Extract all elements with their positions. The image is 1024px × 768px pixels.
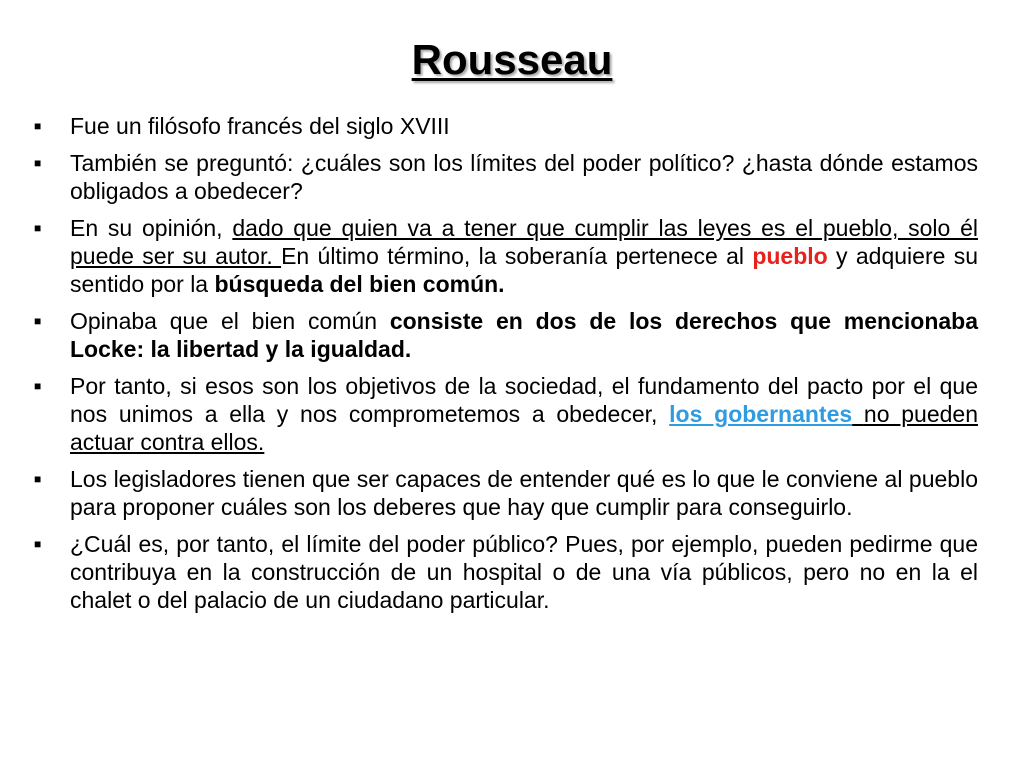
square-bullet-icon — [34, 307, 70, 335]
text-segment: En su opinión, — [70, 215, 233, 241]
text-segment: ¿Cuál es, por tanto, el límite del poder público? Pues, por ejemplo, pueden pedirme que contribuya en la construcción de un hospital o de una vía públicos, pero no en la el chalet o del palacio de un ciudadano particular. — [70, 531, 978, 613]
bullet-text — [70, 307, 978, 363]
square-bullet-icon — [34, 214, 70, 242]
text-segment: Opinaba que el bien común — [70, 308, 390, 334]
square-bullet-icon — [34, 149, 70, 177]
square-bullet-icon — [34, 372, 70, 400]
gobernantes-link[interactable]: los gobernantes — [669, 401, 853, 427]
text-segment: Los legisladores tienen que ser capaces de entender qué es lo que le conviene al pueblo para proponer cuáles son los deberes que hay que cumplir para conseguirlo. — [70, 466, 978, 520]
bullet-item — [34, 307, 978, 363]
bullet-list — [34, 112, 978, 623]
slide-title: Rousseau — [411, 36, 613, 83]
square-bullet-icon — [34, 465, 70, 493]
bullet-text — [70, 465, 978, 521]
square-bullet-icon — [34, 112, 70, 140]
text-segment: y adquiere su sentido por la — [70, 243, 979, 297]
square-bullet-icon — [34, 530, 70, 558]
bullet-item — [34, 214, 978, 298]
bullet-text — [70, 530, 978, 614]
bullet-item — [34, 372, 978, 456]
text-segment: Por tanto, si esos son los objetivos de la sociedad, el fundamento del pacto por el que nos unimos a ella y nos comprometemos a obedecer, — [70, 373, 978, 427]
bullet-item — [34, 112, 978, 140]
text-segment: También se preguntó: ¿cuáles son los límites del poder político? ¿hasta dónde estamos obligados a obedecer? — [70, 150, 978, 204]
bullet-item — [34, 465, 978, 521]
bold-segment: consiste en dos de los derechos que mencionaba Locke: la libertad y la igualdad. — [70, 308, 978, 362]
bullet-text — [70, 112, 978, 140]
bullet-text — [70, 149, 978, 205]
bullet-text — [70, 372, 978, 456]
bullet-item — [34, 530, 978, 614]
underlined-segment: dado que quien va a tener que cumplir las leyes es el pueblo, solo él puede ser su autor. — [70, 215, 978, 269]
underlined-segment — [852, 401, 864, 427]
bullet-text — [70, 214, 978, 298]
bold-segment: búsqueda del bien común. — [214, 271, 505, 297]
bullet-item — [34, 149, 978, 205]
underlined-segment: no pueden actuar contra ellos. — [70, 401, 978, 455]
text-segment: En último término, la soberanía pertenece al — [281, 243, 753, 269]
emphasis-red-segment: pueblo — [752, 243, 828, 269]
text-segment: Fue un filósofo francés del siglo XVIII — [70, 113, 450, 139]
